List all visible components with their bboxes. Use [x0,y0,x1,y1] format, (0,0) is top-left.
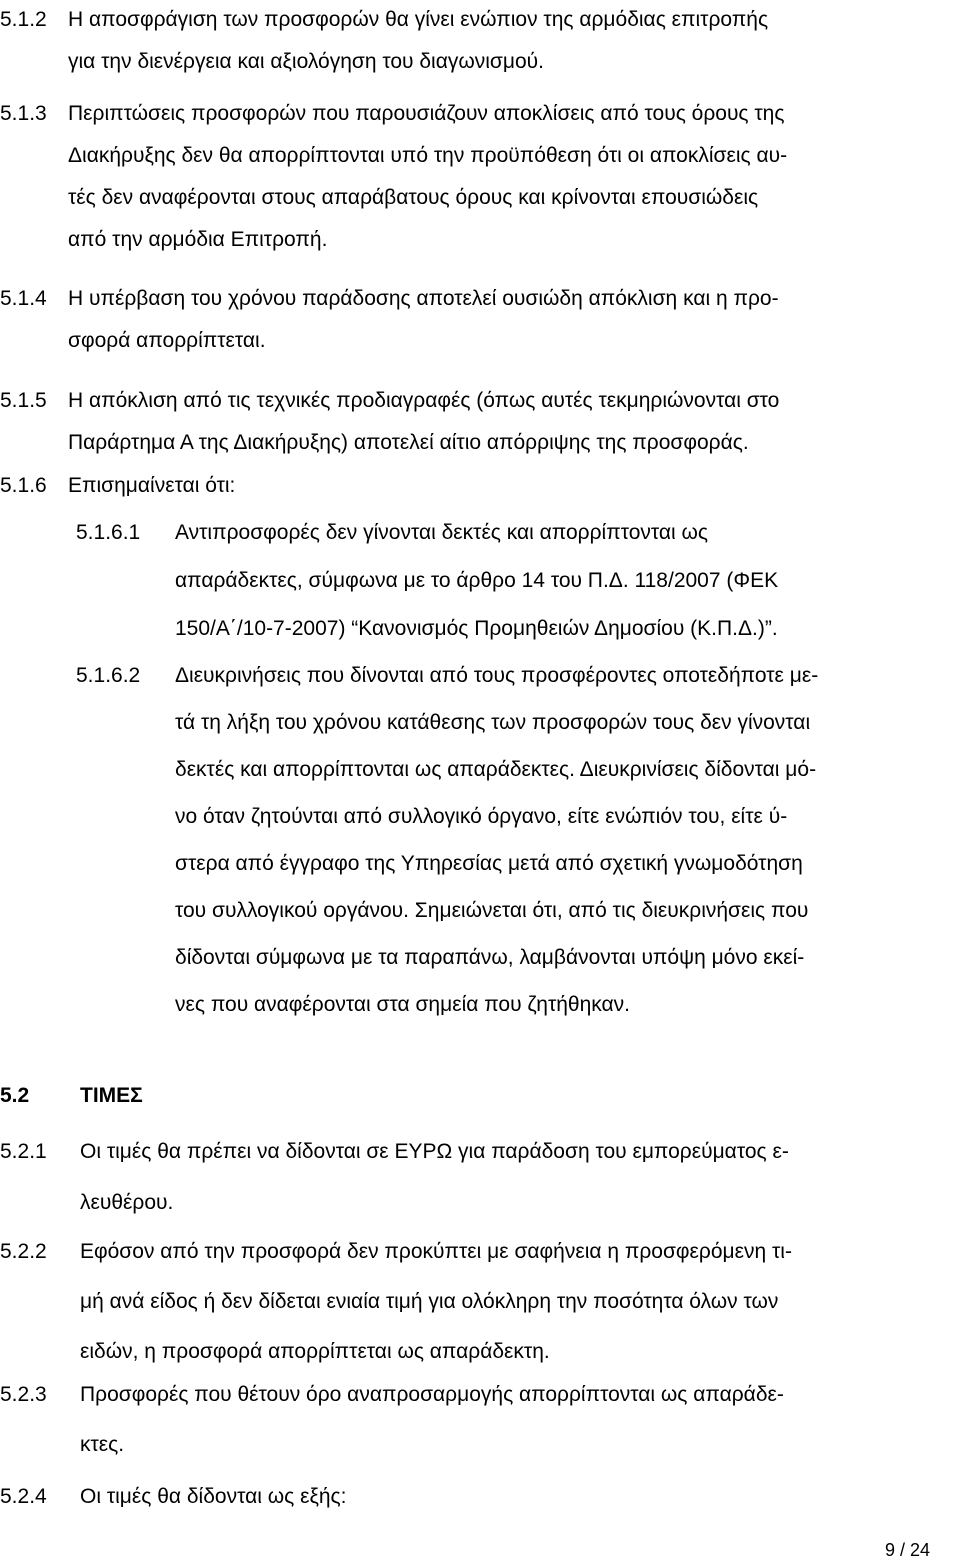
clause-number: 5.1.2 [0,8,47,31]
clause-number: 5.2.1 [0,1140,47,1163]
clause-text-line: του συλλογικού οργάνου. Σημειώνεται ότι, από τις διευκρινήσεις που [175,899,809,922]
clause-number: 5.2.2 [0,1240,47,1263]
clause-text-line: Αντιπροσφορές δεν γίνονται δεκτές και απορρίπτονται ως [175,521,709,544]
clause-text-line: στερα από έγγραφο της Υπηρεσίας μετά από σχετική γνωμοδότηση [175,852,803,875]
clause-text-line: Περιπτώσεις προσφορών που παρουσιάζουν αποκλίσεις από τους όρους της [68,102,785,125]
clause-number: 5.1.6.1 [76,521,141,544]
page-number: 9 / 24 [884,1540,930,1560]
clause-text-line: Προσφορές που θέτουν όρο αναπροσαρμογής απορρίπτονται ως απαράδε- [80,1383,784,1406]
clause-text-line: κτες. [80,1433,125,1456]
clause-text-line: Η αποσφράγιση των προσφορών θα γίνει ενώπιον της αρμόδιας επιτροπής [68,8,769,31]
clause-number: 5.1.6.2 [76,664,141,687]
clause-text-line: Επισημαίνεται ότι: [68,474,236,497]
clause-text-line: από την αρμόδια Επιτροπή. [68,228,328,251]
clause-number: 5.2.3 [0,1383,47,1406]
clause-text-line: Η απόκλιση από τις τεχνικές προδιαγραφές (όπως αυτές τεκμηριώνονται στο [68,389,780,412]
clause-text-line: Παράρτημα Α της Διακήρυξης) αποτελεί αίτιο απόρριψης της προσφοράς. [68,431,749,454]
clause-text-line: μή ανά είδος ή δεν δίδεται ενιαία τιμή για ολόκληρη την ποσότητα όλων των [80,1290,779,1313]
clause-number: 5.1.3 [0,102,47,125]
clause-text-line: απαράδεκτες, σύμφωνα με το άρθρο 14 του Π.Δ. 118/2007 (ΦΕΚ [175,569,779,592]
clause-text-line: Εφόσον από την προσφορά δεν προκύπτει με σαφήνεια η προσφερόμενη τι- [80,1240,792,1263]
clause-text-line: 150/Α΄/10-7-2007) “Κανονισμός Προμηθειών Δημοσίου (Κ.Π.Δ.)”. [175,617,778,640]
clause-text-line: λευθέρου. [80,1191,174,1214]
clause-text-line: τά τη λήξη του χρόνου κατάθεσης των προσφορών τους δεν γίνονται [175,711,811,734]
clause-text-line: νες που αναφέρονται στα σημεία που ζητήθηκαν. [175,993,631,1016]
clause-text-line: Οι τιμές θα πρέπει να δίδονται σε ΕΥΡΩ για παράδοση του εμπορεύματος ε- [80,1140,789,1163]
clause-text-line: τές δεν αναφέρονται στους απαράβατους όρους και κρίνονται επουσιώδεις [68,186,759,209]
clause-number: 5.2.4 [0,1485,47,1508]
clause-text-line: Διακήρυξης δεν θα απορρίπτονται υπό την προϋπόθεση ότι οι αποκλίσεις αυ- [68,144,788,167]
clause-text-line: σφορά απορρίπτεται. [68,329,266,352]
clause-number: 5.2 [0,1084,30,1107]
clause-text-line: Η υπέρβαση του χρόνου παράδοσης αποτελεί ουσιώδη απόκλιση και η προ- [68,287,779,310]
clause-text-line: Διευκρινήσεις που δίνονται από τους προσφέροντες οποτεδήποτε με- [175,664,819,687]
clause-number: 5.1.6 [0,474,47,497]
clause-number: 5.1.4 [0,287,47,310]
clause-text-line: νο όταν ζητούνται από συλλογικό όργανο, είτε ενώπιόν του, είτε ύ- [175,805,788,828]
clause-text-line: Οι τιμές θα δίδονται ως εξής: [80,1485,347,1508]
clause-text-line: ειδών, η προσφορά απορρίπτεται ως απαράδεκτη. [80,1340,550,1363]
clause-text-line: ΤΙΜΕΣ [80,1084,143,1107]
clause-text-line: για την διενέργεια και αξιολόγηση του διαγωνισμού. [68,50,544,73]
clause-text-line: δεκτές και απορρίπτονται ως απαράδεκτες. Διευκρινίσεις δίδονται μό- [175,758,817,781]
clause-text-line: δίδονται σύμφωνα με τα παραπάνω, λαμβάνονται υπόψη μόνο εκεί- [175,946,805,969]
clause-number: 5.1.5 [0,389,47,412]
